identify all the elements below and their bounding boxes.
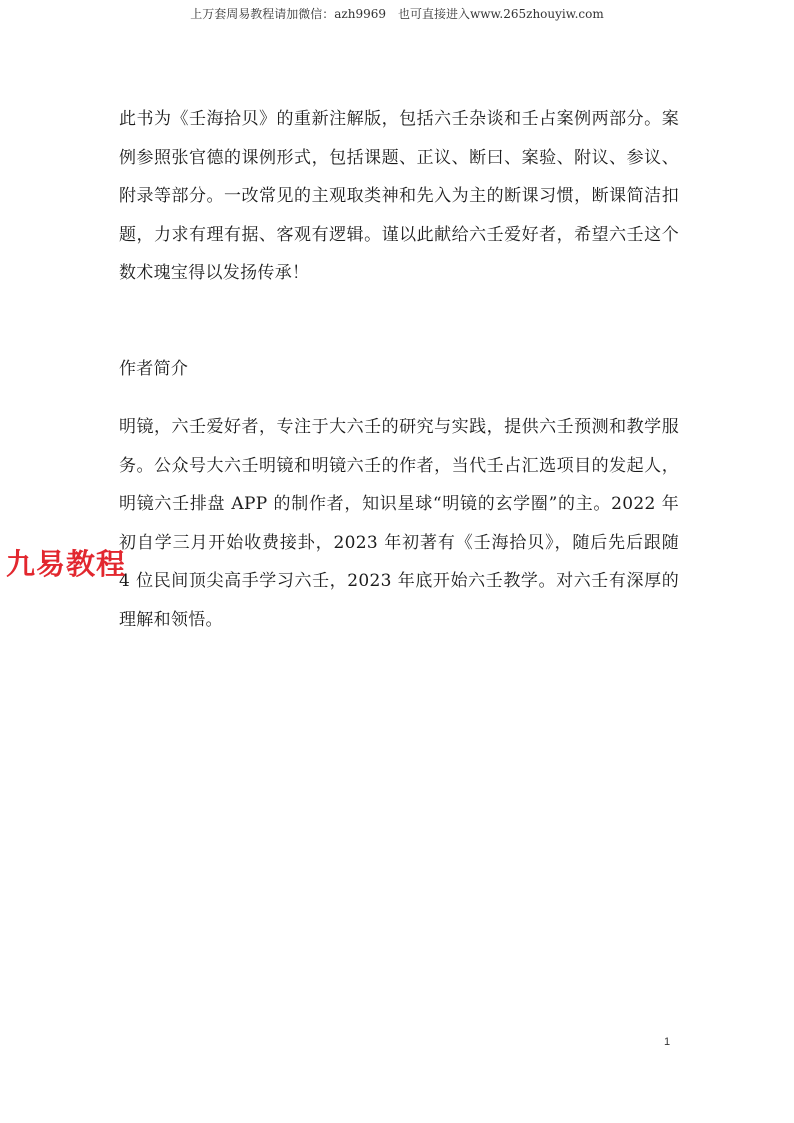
author-section-heading: 作者简介 (119, 358, 189, 379)
intro-paragraph: 此书为《壬海拾贝》的重新注解版，包括六壬杂谈和壬占案例两部分。案例参照张官德的课例形式，包括课题、正议、断曰、案验、附议、参议、附录等部分。一改常见的主观取类神和先入为主的断课习惯，断课简洁扣题，力求有理有据、客观有逻辑。谨以此献给六壬爱好者，希望六壬这个数术瑰宝得以发扬传承！ (119, 109, 679, 283)
author-bio-paragraph: 明镜，六壬爱好者，专注于大六壬的研究与实践，提供六壬预测和教学服务。公众号大六壬明镜和明镜六壬的作者，当代壬占汇选项目的发起人，明镜六壬排盘 APP 的制作者，知识星球“明镜的玄学圈”的主。2022 年初自学三月开始收费接卦，2023 年初著有《壬海拾贝》，随后先后跟随 4 位民间顶尖高手学习六壬，2023 年底开始六壬教学。对六壬有深厚的理解和领悟。 (119, 417, 679, 630)
header-banner: 上万套周易教程请加微信：azh9969 也可直接进入www.265zhouyiw.com (190, 7, 604, 21)
document-body (119, 100, 679, 639)
page-number: 1 (664, 1036, 671, 1048)
watermark-logo: 九易教程 (6, 547, 127, 581)
